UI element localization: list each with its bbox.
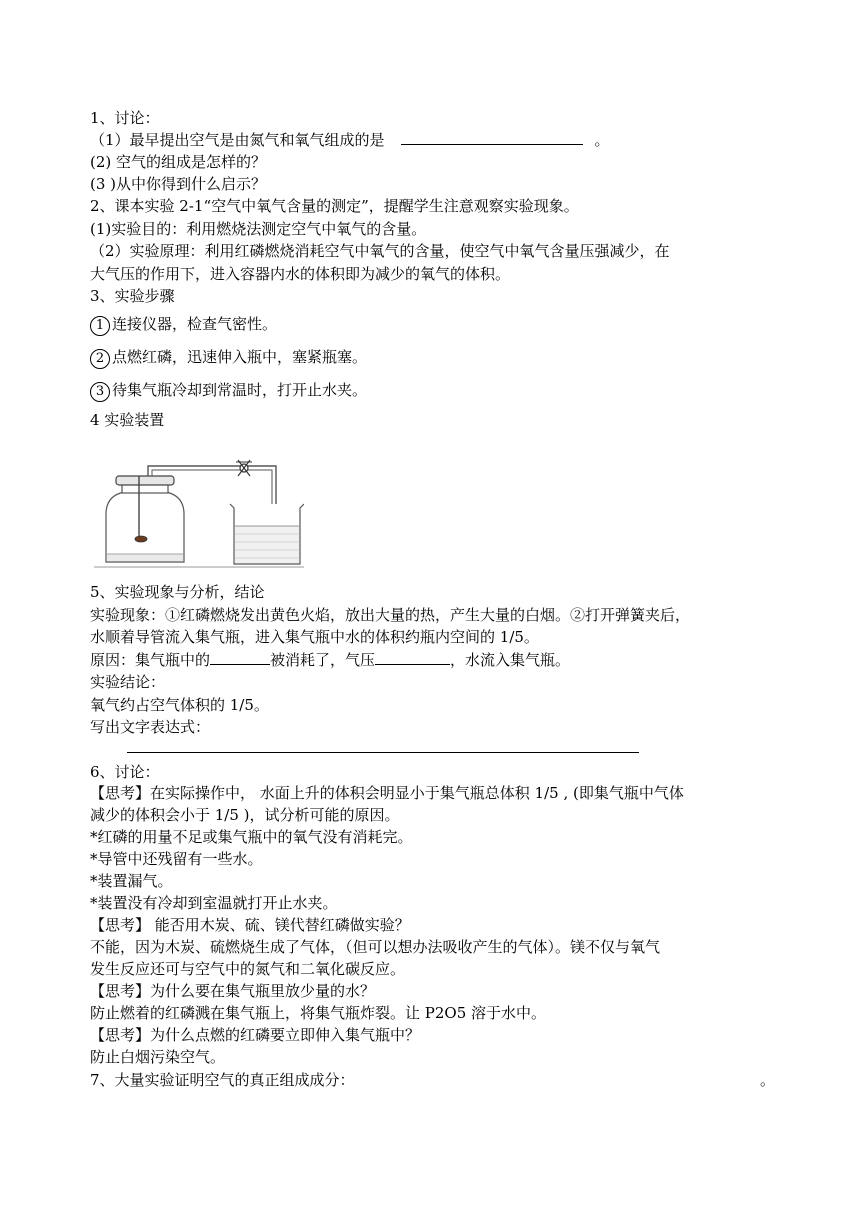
answer-blank[interactable] — [210, 650, 270, 665]
answer-blank[interactable] — [375, 650, 450, 665]
step-number: 3 — [90, 382, 110, 402]
step-1 — [90, 314, 277, 336]
experiment-purpose: (1)实验目的：利用燃烧法测定空气中氧气的含量。 — [90, 220, 427, 238]
reason-text-a: 原因：集气瓶中的 — [90, 651, 211, 669]
reason-item: *导管中还残留有一些水。 — [90, 850, 263, 868]
think-2: 【思考】 能否用木炭、硫、镁代替红磷做实验？ — [90, 916, 410, 934]
answer-blank[interactable] — [401, 130, 583, 145]
phenomenon-line-2: 水顺着导管流入集气瓶，进入集气瓶中水的体积约瓶内空间的 1/5。 — [90, 628, 539, 646]
section-3-title: 3、实验步骤 — [90, 287, 175, 305]
section-6-title: 6、讨论： — [90, 763, 160, 781]
reason-item: *红磷的用量不足或集气瓶中的氧气没有消耗完。 — [90, 828, 413, 846]
step-number: 1 — [90, 316, 110, 336]
question-3: (3 )从中你得到什么启示？ — [90, 175, 267, 193]
reason-line — [90, 650, 570, 670]
think-1-line-2: 减少的体积会小于 1/5 )，试分析可能的原因。 — [90, 806, 400, 824]
apparatus-diagram — [94, 452, 304, 570]
think-3: 【思考】为什么要在集气瓶里放少量的水？ — [90, 982, 376, 1000]
answer-2-line-2: 发生反应还可与空气中的氮气和二氧化碳反应。 — [90, 960, 406, 978]
question-1-end: 。 — [594, 131, 610, 149]
step-2 — [90, 347, 367, 369]
section-7-end: 。 — [760, 1071, 776, 1089]
experiment-principle-line-1: （2）实验原理：利用红磷燃烧消耗空气中氧气的含量，使空气中氧气含量压强减少，在 — [90, 242, 670, 260]
step-text: 点燃红磷，迅速伸入瓶中，塞紧瓶塞。 — [112, 348, 368, 366]
section-5-title: 5、实验现象与分析，结论 — [90, 583, 265, 601]
conclusion-text: 氧气约占空气体积的 1/5。 — [90, 696, 269, 714]
step-number: 2 — [90, 349, 110, 369]
section-2-title: 2、课本实验 2-1“空气中氧气含量的测定”，提醒学生注意观察实验现象。 — [90, 197, 579, 215]
conclusion-title: 实验结论： — [90, 673, 166, 691]
experiment-principle-line-2: 大气压的作用下，进入容器内水的体积即为减少的氧气的体积。 — [90, 265, 511, 283]
question-1 — [90, 130, 610, 150]
answer-3: 防止燃着的红磷溅在集气瓶上，将集气瓶炸裂。让 P2O5 溶于水中。 — [90, 1004, 547, 1022]
step-text: 待集气瓶冷却到常温时，打开止水夹。 — [112, 381, 368, 399]
reason-item: *装置没有冷却到室温就打开止水夹。 — [90, 894, 338, 912]
question-1-text: （1）最早提出空气是由氮气和氧气组成的是 — [90, 131, 385, 149]
reason-text-b: 被消耗了，气压 — [270, 651, 376, 669]
think-4: 【思考】为什么点燃的红磷要立即伸入集气瓶中？ — [90, 1026, 421, 1044]
think-1-line-1: 【思考】在实际操作中， 水面上升的体积会明显小于集气瓶总体积 1/5 , (即集气瓶中气体 — [90, 784, 684, 802]
step-3 — [90, 380, 367, 402]
section-7-title: 7、大量实验证明空气的真正组成成分： — [90, 1071, 355, 1089]
reason-item: *装置漏气。 — [90, 872, 173, 890]
section-1-title: 1、讨论： — [90, 109, 160, 127]
expression-prompt: 写出文字表达式： — [90, 718, 211, 736]
phenomenon-line-1: 实验现象：①红磷燃烧发出黄色火焰，放出大量的热，产生大量的白烟。②打开弹簧夹后， — [90, 606, 691, 624]
question-2: (2) 空气的组成是怎样的？ — [90, 153, 267, 171]
step-text: 连接仪器，检查气密性。 — [112, 315, 278, 333]
section-4-title: 4 实验装置 — [90, 411, 165, 429]
expression-answer-line[interactable] — [127, 752, 639, 753]
answer-4: 防止白烟污染空气。 — [90, 1048, 226, 1066]
answer-2-line-1: 不能，因为木炭、硫燃烧生成了气体，（但可以想办法吸收产生的气体）。镁不仅与氧气 — [90, 938, 661, 956]
reason-text-c: ，水流入集气瓶。 — [450, 651, 571, 669]
